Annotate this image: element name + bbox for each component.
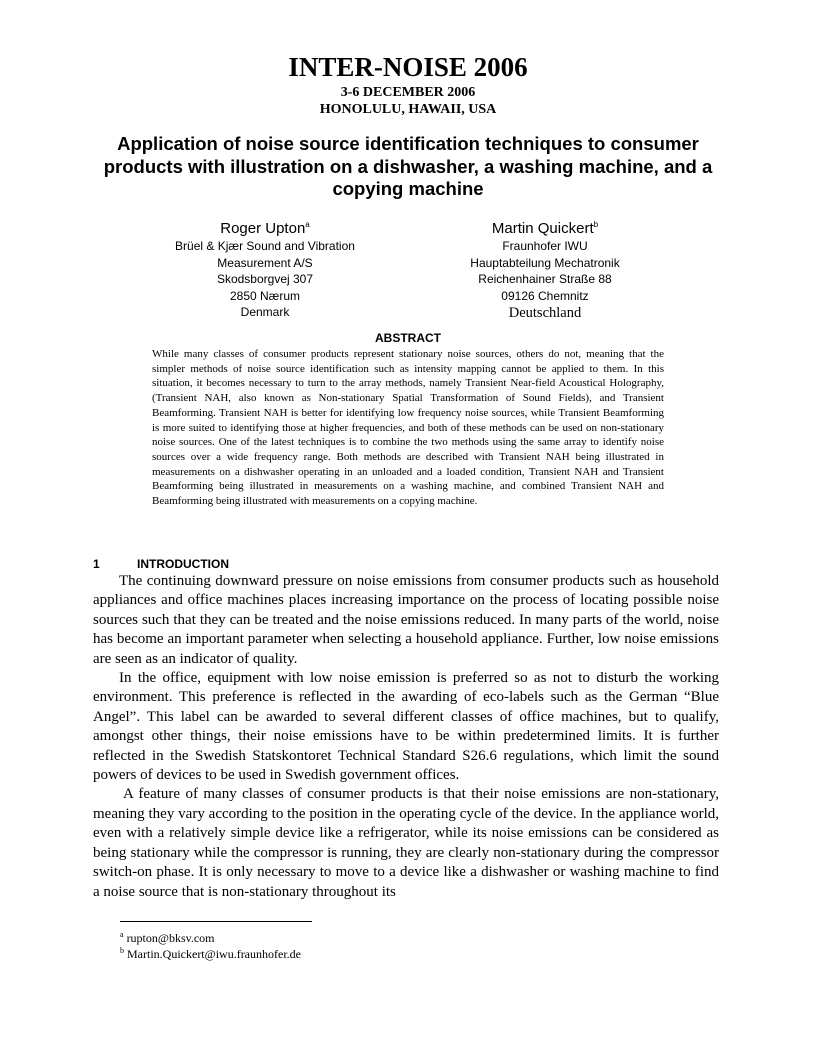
author-block-upton [140,220,390,321]
footnote-item [120,946,301,962]
affiliation-line: Skodsborgvej 307 [216,272,314,286]
conference-location: HONOLULU, HAWAII, USA [319,102,497,117]
author-name: Martin Quickert$^b$ [491,220,599,237]
author-block-quickert [420,220,670,322]
conference-date: 3-6 DECEMBER 2006 [340,85,476,100]
footnote-email: Martin.Quickert@iwu.fraunhofer.de [127,947,301,961]
affiliation-line: Measurement A/S [217,255,313,270]
footnotes [120,930,301,962]
affiliation-line: Denmark [240,305,290,319]
affiliation-line: Deutschland [508,305,582,321]
body-paragraph: The continuing downward pressure on noise emissions from consumer products such as household appliances and office machines places increasing importance on the process of locating possible noise sources such that they can be treated and the noise emissions reduced. In many parts of the world, noise has become an important parameter when selecting a household appliance. Further, low noise emissions are seen as an indicator of quality. [93,573,719,667]
affiliation-line: Reichenhainer Straße 88 [478,272,612,286]
footnote-separator [120,921,312,922]
paper-title: Application of noise source identification techniques to consumer products with illustration on a dishwasher, a washing machine, and a copying machine [103,133,713,199]
affiliation-line: Fraunhofer IWU [502,239,588,253]
section-title: INTRODUCTION [137,557,229,571]
conference-name: INTER-NOISE 2006 [288,52,528,82]
footnote-mark: a [120,930,124,939]
section-body [93,572,719,902]
affiliation-line: Brüel & Kjær Sound and Vibration [175,239,355,253]
section-heading [93,557,229,571]
abstract-text: While many classes of consumer products represent stationary noise sources, others do not, meaning that the simpler methods of noise source identification such as intensity mapping cannot be applied to them. In this situation, it becomes necessary to turn to the array methods, namely Transient Near-field Acoustical Holography, (Transient NAH, also known as Non-stationary Spatial Transformation of Sound Fields), and Transient Beamforming. Transient NAH is better for identifying low frequency noise sources, while Transient Beamforming is more suited to identifying those at higher frequencies, and both of these methods can be used on non-stationary noise sources. One of the latest techniques is to combine the two methods using the same array to identify noise sources over a wide frequency range. Both methods are described with Transient NAH being illustrated in measurements on a dishwasher operating in an unloaded and a loaded condition, Transient NAH and Transient Beamforming being illustrated in measurements on a washing machine, and combined Transient NAH and Beamforming being illustrated with measurements on a copying machine. [152,348,664,508]
author-name: Roger Upton$^a$ [220,220,310,237]
affiliation-line: 2850 Nærum [229,288,301,303]
body-paragraph: A feature of many classes of consumer products is that their noise emissions are non-stationary, meaning they vary according to the position in the operating cycle of the device. In the appliance world, even with a relatively simple device like a refrigerator, while its noise emissions can be considered as being stationary while the compressor is running, they are clearly non-stationary during the compressor switch-on phase. It is only necessary to move to a device like a dishwasher or washing machine to find a noise source that is non-stationary throughout its [93,786,719,900]
abstract-heading: ABSTRACT [375,331,441,345]
section-number: 1 [93,557,100,571]
affiliation-line: 09126 Chemnitz [501,288,589,303]
affiliation-mark: b [593,220,599,229]
footnote-mark: b [120,946,124,955]
affiliation-line: Hauptabteilung Mechatronik [470,255,620,270]
footnote-item [120,930,301,946]
affiliation-mark: a [305,220,310,229]
body-paragraph: In the office, equipment with low noise emission is preferred so as not to disturb the working environment. This preference is reflected in the awarding of eco-labels such as the German “Blue Angel”. This label can be awarded to several different classes of office machines, but to qualify, amongst other things, their noise emissions have to be within predetermined limits. It is further reflected in the Swedish Statskontoret Technical Standard S26.6 regulations, which limit the sound powers of devices to be used in Swedish government offices. [93,670,719,784]
footnote-email: rupton@bksv.com [126,931,215,945]
